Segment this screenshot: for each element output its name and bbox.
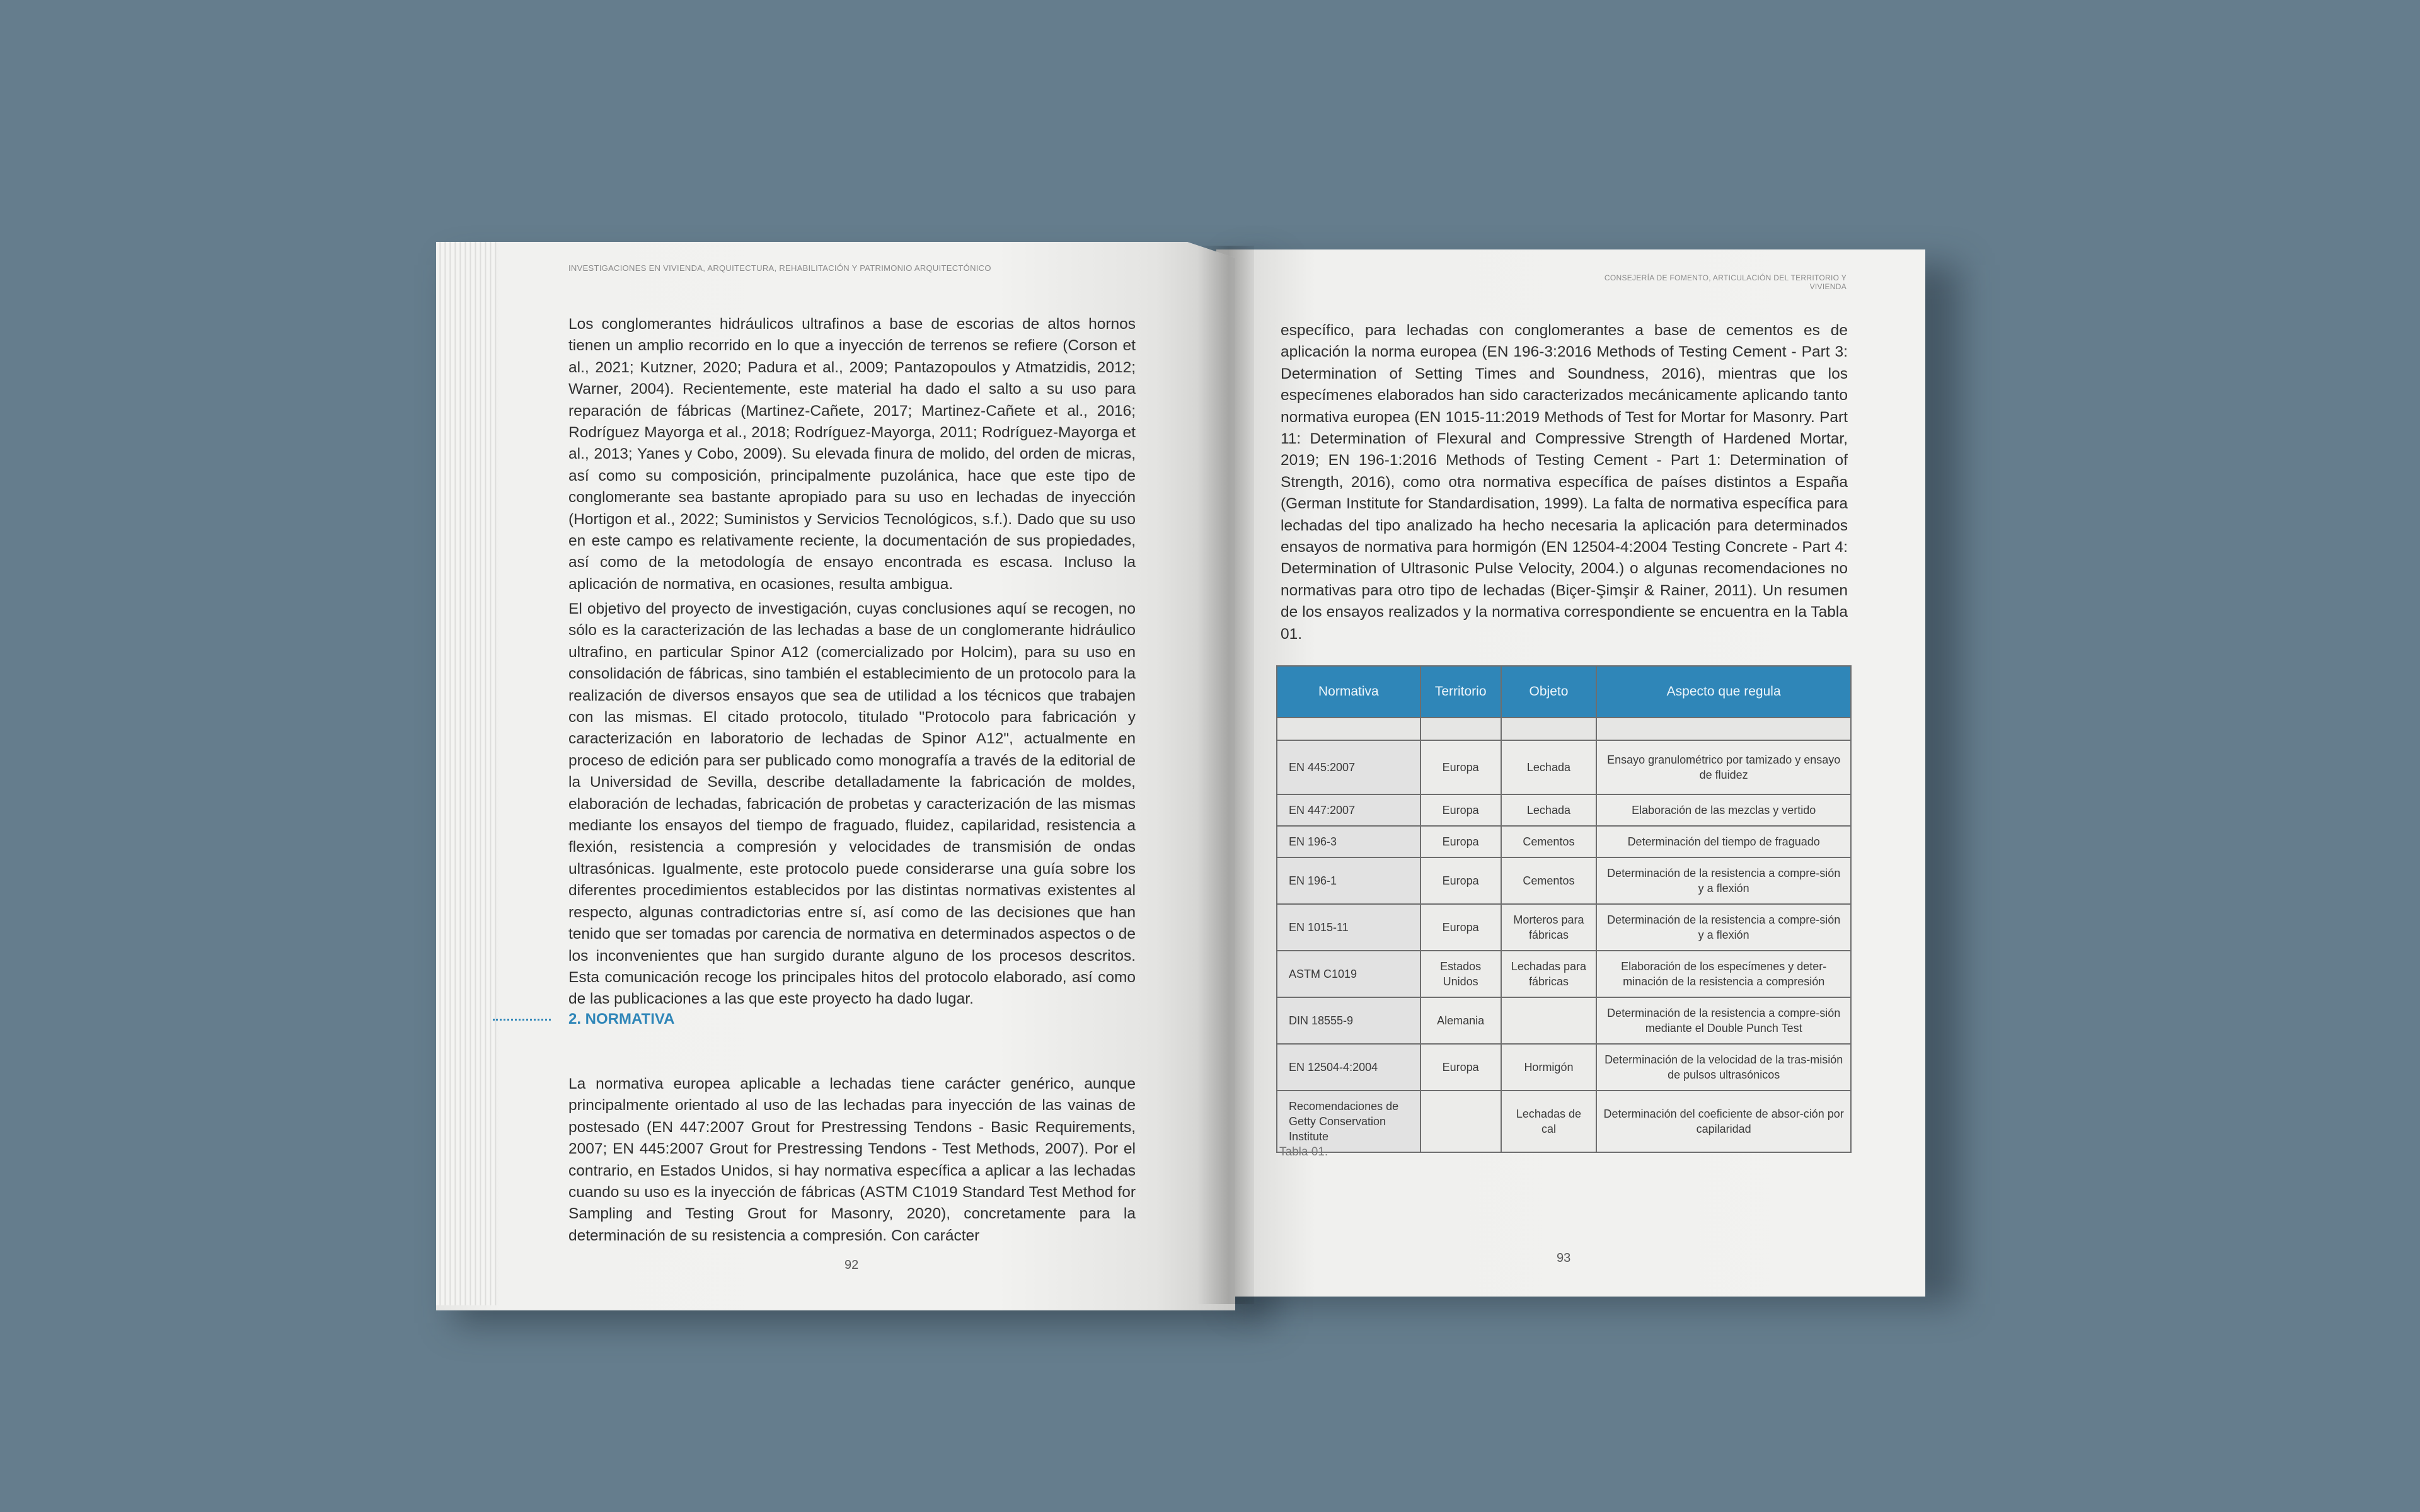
cell-territorio: Europa bbox=[1420, 826, 1501, 857]
cell-aspecto: Determinación de la resistencia a compre-sión mediante el Double Punch Test bbox=[1596, 997, 1851, 1044]
table-row bbox=[1277, 740, 1851, 794]
cell-normativa: EN 12504-4:2004 bbox=[1277, 1044, 1420, 1091]
cell-territorio: Europa bbox=[1420, 740, 1501, 794]
cell-objeto: Lechadas de cal bbox=[1501, 1091, 1597, 1152]
cell-normativa: EN 1015-11 bbox=[1277, 904, 1420, 951]
header-objeto: Objeto bbox=[1501, 666, 1597, 718]
cell-normativa: EN 196-1 bbox=[1277, 857, 1420, 904]
cell-normativa: EN 196-3 bbox=[1277, 826, 1420, 857]
table-row bbox=[1277, 1044, 1851, 1091]
cell-aspecto: Elaboración de las mezclas y vertido bbox=[1596, 794, 1851, 826]
table-row bbox=[1277, 904, 1851, 951]
left-paragraph-1: Los conglomerantes hidráulicos ultrafinos a base de escorias de altos hornos tienen un amplio recorrido en lo que a inyección de terrenos se refiere (Corson et al., 2021; Kutzner, 2020; Padura et al., 2009; Pantazopoulos y Atmatzidis, 2012; Warner, 2004). Recientemente, este material ha dado el salto a su uso para reparación de fábricas (Martinez-Cañete, 2017; Martinez-Cañete et al., 2016; Rodríguez Mayorga et al., 2018; Rodríguez-Mayorga, 2011; Rodríguez-Mayorga et al., 2013; Yanes y Cobo, 2009). Su elevada finura de molido, del orden de micras, así como su composición, principalmente puzolánica, hace que este tipo de conglomerante sea bastante apropiado para su uso en lechadas de inyección (Hortigon et al., 2022; Suministos y Servicios Tecnológicos, s.f.). Dado que su uso en este campo es relativamente reciente, la documentación de sus propiedades, así como de la metodología de ensayo encontrada es escasa. Incluso la aplicación de normativa, en ocasiones, resulta ambigua. bbox=[568, 316, 1136, 593]
table-row bbox=[1277, 1091, 1851, 1152]
header-territorio: Territorio bbox=[1420, 666, 1501, 718]
header-aspecto: Aspecto que regula bbox=[1596, 666, 1851, 718]
cell-objeto: Hormigón bbox=[1501, 1044, 1597, 1091]
right-page-number: 93 bbox=[1557, 1251, 1571, 1265]
table-caption: Tabla 01. bbox=[1279, 1145, 1328, 1159]
cell-objeto: Cementos bbox=[1501, 857, 1597, 904]
table-row bbox=[1277, 794, 1851, 826]
table-header-row bbox=[1277, 666, 1851, 718]
section-leader-dots bbox=[493, 1019, 551, 1021]
cell-territorio: Estados Unidos bbox=[1420, 951, 1501, 997]
cell-objeto: Lechadas para fábricas bbox=[1501, 951, 1597, 997]
table-row bbox=[1277, 826, 1851, 857]
cell-objeto bbox=[1501, 997, 1597, 1044]
cell-normativa: EN 445:2007 bbox=[1277, 740, 1420, 794]
cell-objeto: Morteros para fábricas bbox=[1501, 904, 1597, 951]
cell-objeto: Lechada bbox=[1501, 794, 1597, 826]
section-title: 2. NORMATIVA bbox=[568, 1011, 675, 1028]
cell-normativa: ASTM C1019 bbox=[1277, 951, 1420, 997]
cell-territorio: Europa bbox=[1420, 1044, 1501, 1091]
cell-normativa: EN 447:2007 bbox=[1277, 794, 1420, 826]
cell-territorio bbox=[1420, 1091, 1501, 1152]
cell-objeto: Lechada bbox=[1501, 740, 1597, 794]
table-row bbox=[1277, 997, 1851, 1044]
cell-territorio: Europa bbox=[1420, 904, 1501, 951]
left-paragraph-2: El objetivo del proyecto de investigación, cuyas conclusiones aquí se recogen, no sólo es la caracterización de las lechadas a base de un conglomerante hidráulico ultrafino, en particular Spinor A12 (comercializado por Holcim), para su uso en consolidación de fábricas, sino también el establecimiento de un protocolo para la realización de diversos ensayos que sea de utilidad a los técnicos que trabajen con las mismas. El citado protocolo, titulado "Protocolo para fabricación y caracterización en laboratorio de lechadas de Spinor A12", actualmente en proceso de edición para ser publicado como monografía a través de la editorial de la Universidad de Sevilla, describe detalladamente la fabricación de moldes, elaboración de lechadas, fabricación de probetas y caracterización de las mismas mediante los ensayos del tiempo de fraguado, fluidez, capilaridad, resistencia a flexión, resistencia a compresión y velocidades de transmisión de ondas ultrasónicas. Igualmente, este protocolo puede considerarse una guía sobre los diferentes procedimientos establecidos por las distintas normativas existentes al respecto, algunas contradictorias entre sí, así como de las decisiones que han tenido que ser tomadas por carencia de normativa en determinados aspectos o de los inconvenientes que han surgido durante alguno de los procesos descritos. Esta comunicación recoge los principales hitos del protocolo elaborado, así como de las publicaciones a las que este proyecto ha dado lugar. bbox=[568, 600, 1136, 1008]
cell-territorio: Europa bbox=[1420, 857, 1501, 904]
cell-aspecto: Determinación de la resistencia a compre-sión y a flexión bbox=[1596, 857, 1851, 904]
cell-aspecto: Determinación de la resistencia a compre-sión y a flexión bbox=[1596, 904, 1851, 951]
left-running-head: INVESTIGACIONES EN VIVIENDA, ARQUITECTURA, REHABILITACIÓN Y PATRIMONIO ARQUITECTÓNICO bbox=[568, 263, 991, 273]
header-normativa: Normativa bbox=[1277, 666, 1420, 718]
cell-aspecto: Elaboración de los especímenes y deter-minación de la resistencia a compresión bbox=[1596, 951, 1851, 997]
table-row bbox=[1277, 857, 1851, 904]
left-page-number: 92 bbox=[844, 1258, 859, 1272]
cell-normativa: DIN 18555-9 bbox=[1277, 997, 1420, 1044]
cell-aspecto: Determinación del coeficiente de absor-ción por capilaridad bbox=[1596, 1091, 1851, 1152]
cell-aspecto: Ensayo granulométrico por tamizado y ensayo de fluidez bbox=[1596, 740, 1851, 794]
normativa-table bbox=[1276, 665, 1852, 1153]
right-running-head: CONSEJERÍA DE FOMENTO, ARTICULACIÓN DEL TERRITORIO Y VIVIENDA bbox=[1604, 273, 1847, 291]
page-stack-edges bbox=[436, 242, 497, 1305]
cell-objeto: Cementos bbox=[1501, 826, 1597, 857]
cell-territorio: Europa bbox=[1420, 794, 1501, 826]
left-paragraph-3: La normativa europea aplicable a lechadas tiene carácter genérico, aunque principalmente orientado al uso de las lechadas para inyección de las vainas de postesado (EN 447:2007 Grout for Prestressing Tendons - Basic Requirements, 2007; EN 445:2007 Grout for Prestressing Tendons - Test Methods, 2007). Por el contrario, en Estados Unidos, si hay normativa específica a aplicar a las lechadas cuando su uso es la inyección de fábricas (ASTM C1019 Standard Test Method for Sampling and Testing Grout for Masonry, 2020), concretamente para la determinación de su resistencia a compresión. Con carácter bbox=[568, 1075, 1136, 1244]
cell-normativa: Recomendaciones de Getty Conservation Institute bbox=[1277, 1091, 1420, 1152]
book-gutter bbox=[1197, 246, 1254, 1304]
table-spacer-row bbox=[1277, 718, 1851, 740]
table-row bbox=[1277, 951, 1851, 997]
right-paragraph-1: específico, para lechadas con conglomerantes a base de cementos es de aplicación la norma europea (EN 196-3:2016 Methods of Testing Cement - Part 3: Determination of Setting Times and Soundness, 2016), mientras que los especímenes elaborados han sido caracterizados mecánicamente aplicando tanto normativa europea (EN 1015-11:2019 Methods of Test for Mortar for Masonry. Part 11: Determination of Flexural and Compressive Strength of Hardened Mortar, 2019; EN 196-1:2016 Methods of Testing Cement - Part 1: Determination of Strength, 2016), como otra normativa específica de países distintos a España (German Institute for Standardisation, 1999). La falta de normativa específica para lechadas del tipo analizado ha hecho necesaria la aplicación para determinados ensayos de normativa para hormigón (EN 12504-4:2004 Testing Concrete - Part 4: Determination of Ultrasonic Pulse Velocity, 2004.) o algunas recomendaciones no normativas para otro tipo de lechadas (Biçer-Şimşir & Rainer, 2011). Un resumen de los ensayos realizados y la normativa correspondiente se encuentra en la Tabla 01. bbox=[1281, 322, 1848, 643]
cell-territorio: Alemania bbox=[1420, 997, 1501, 1044]
cell-aspecto: Determinación de la velocidad de la tras-misión de pulsos ultrasónicos bbox=[1596, 1044, 1851, 1091]
cell-aspecto: Determinación del tiempo de fraguado bbox=[1596, 826, 1851, 857]
